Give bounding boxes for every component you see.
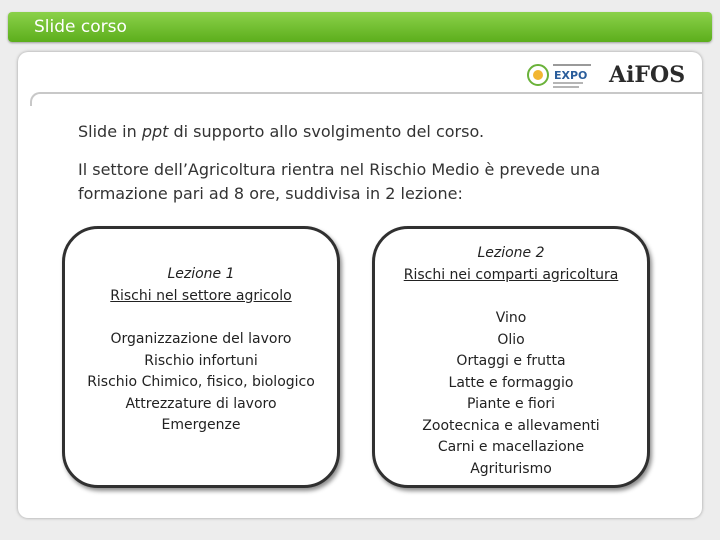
lesson-1-box [62, 226, 340, 488]
lesson-2-topic: Agriturismo [470, 460, 552, 477]
intro-paragraph-2: Il settore dell’Agricoltura rientra nel Rischio Medio è prevede una formazione pari ad 8 ore, suddivisa in 2 lezione: [78, 160, 601, 203]
lesson-2-topic: Vino [495, 310, 527, 326]
lesson-1-topic: Rischio Chimico, fisico, biologico [87, 374, 315, 390]
lesson-2-box [372, 226, 650, 488]
lesson-2-topic: Zootecnica e allevamenti [422, 417, 600, 434]
lesson-2-topic: Piante e fiori [466, 396, 556, 412]
lesson-2-label: Lezione 2 [477, 245, 545, 261]
lesson-2-title: Rischi nei comparti agricoltura [403, 266, 619, 283]
lesson-2-header [375, 243, 647, 286]
intro-text [78, 120, 678, 206]
expo-logo [525, 60, 595, 94]
header-bar [8, 12, 712, 42]
lesson-1-topic: Organizzazione del lavoro [110, 331, 292, 347]
lesson-1-header [65, 264, 337, 307]
lesson-2-topic: Olio [497, 331, 525, 348]
expo-logo-text: EXPO [554, 69, 588, 82]
lesson-1-title: Rischi nel settore agricolo [110, 287, 292, 304]
lesson-1-topic: Rischio infortuni [144, 352, 258, 369]
lesson-1-label: Lezione 1 [167, 266, 235, 282]
lesson-2-topics [375, 308, 647, 480]
lesson-2-topic: Carni e macellazione [437, 439, 585, 455]
header-title: Slide corso [34, 17, 127, 37]
content-divider [30, 92, 702, 106]
lesson-2-topic: Latte e formaggio [448, 374, 574, 391]
lesson-2-topic: Ortaggi e frutta [456, 353, 566, 369]
intro-line-1: Slide in ppt di supporto allo svolgimento del corso. [78, 122, 485, 141]
lesson-1-topic: Attrezzature di lavoro [125, 395, 277, 412]
lesson-1-topic: Emergenze [161, 417, 241, 433]
lesson-1-topics [65, 329, 337, 437]
aifos-logo: AiFOS [609, 62, 686, 88]
